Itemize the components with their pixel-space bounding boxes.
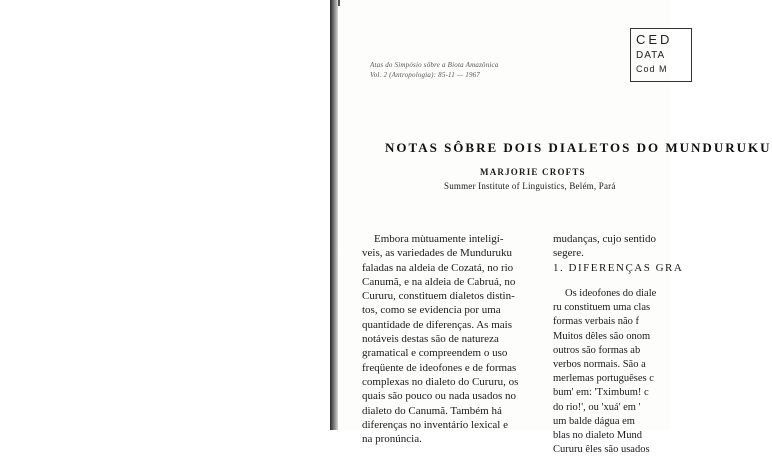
text-line: formas verbais não f — [553, 316, 640, 328]
text-line: Canumã, e na aldeia de Cabruá, no — [362, 275, 516, 288]
text-line: veis, as variedades de Munduruku — [362, 247, 512, 260]
text-line: quais são pouco ou nada usados no — [362, 390, 516, 403]
text-line: faladas na aldeia de Cozatá, no rio — [362, 261, 514, 274]
stamp-line: DATA — [636, 50, 666, 61]
journal-reference-line: Atas do Simpósio sôbre a Biota Amazônica — [370, 61, 499, 69]
text-line: Os ideofones do diale — [565, 288, 657, 299]
text-line: outros são formas ab — [553, 344, 641, 356]
text-line: do rio!', ou 'xuá' em ' — [553, 401, 641, 413]
text-line: gramatical e compreendem o uso — [362, 347, 508, 360]
library-stamp — [630, 28, 692, 82]
text-line: mudanças, cujo sentido — [553, 233, 656, 245]
book-spine — [330, 0, 338, 430]
stamp-line: Cod M — [636, 64, 668, 74]
text-line: dialeto do Canumã. Também há — [362, 404, 502, 417]
journal-reference-line: Vol. 2 (Antropologia): 85-11 — 1967 — [370, 71, 481, 79]
right-text-column-top — [553, 232, 693, 261]
text-line: na pronúncia. — [362, 433, 422, 446]
text-line: verbos normais. São a — [553, 359, 646, 371]
text-line: diferenças no inventário lexical e — [362, 418, 508, 431]
left-text-column — [362, 232, 550, 446]
journal-reference — [370, 60, 540, 80]
document-page — [340, 0, 772, 456]
right-text-column — [553, 287, 693, 457]
text-line: um balde dágua em — [553, 415, 635, 427]
text-line: Muitos dêles são onom — [553, 330, 651, 342]
text-line: segere. — [553, 247, 584, 260]
text-line: notáveis destas são de natureza — [362, 333, 499, 346]
text-line: complexas no dialeto do Cururu, os — [362, 375, 519, 388]
text-line: Cururu, constituem dialetos distin- — [362, 290, 515, 303]
section-heading: 1. DIFERENÇAS GRA — [553, 262, 684, 274]
author-affiliation: Summer Institute of Linguistics, Belém, Pará — [444, 181, 616, 191]
text-line: merlemas portuguêses c — [553, 373, 654, 385]
text-line: Cururu êles são usados — [553, 444, 650, 456]
author-name: MARJORIE CROFTS — [480, 167, 586, 177]
text-line: freqüente de ideofones e de formas — [362, 361, 517, 374]
text-line: ru constituem uma clas — [553, 302, 651, 314]
text-line: Embora mùtuamente inteligí- — [374, 233, 504, 245]
stamp-line: CED — [636, 32, 673, 47]
article-title: NOTAS SÔBRE DOIS DIALETOS DO MUNDURUKU — [385, 140, 772, 155]
left-blank-area — [0, 0, 332, 430]
text-line: blas no dialeto Mund — [553, 430, 642, 442]
text-line: bum' em: 'Tximbum! c — [553, 387, 649, 399]
text-line: quantidade de diferenças. As mais — [362, 318, 512, 331]
text-line: tos, como se evidencia por uma — [362, 304, 501, 317]
